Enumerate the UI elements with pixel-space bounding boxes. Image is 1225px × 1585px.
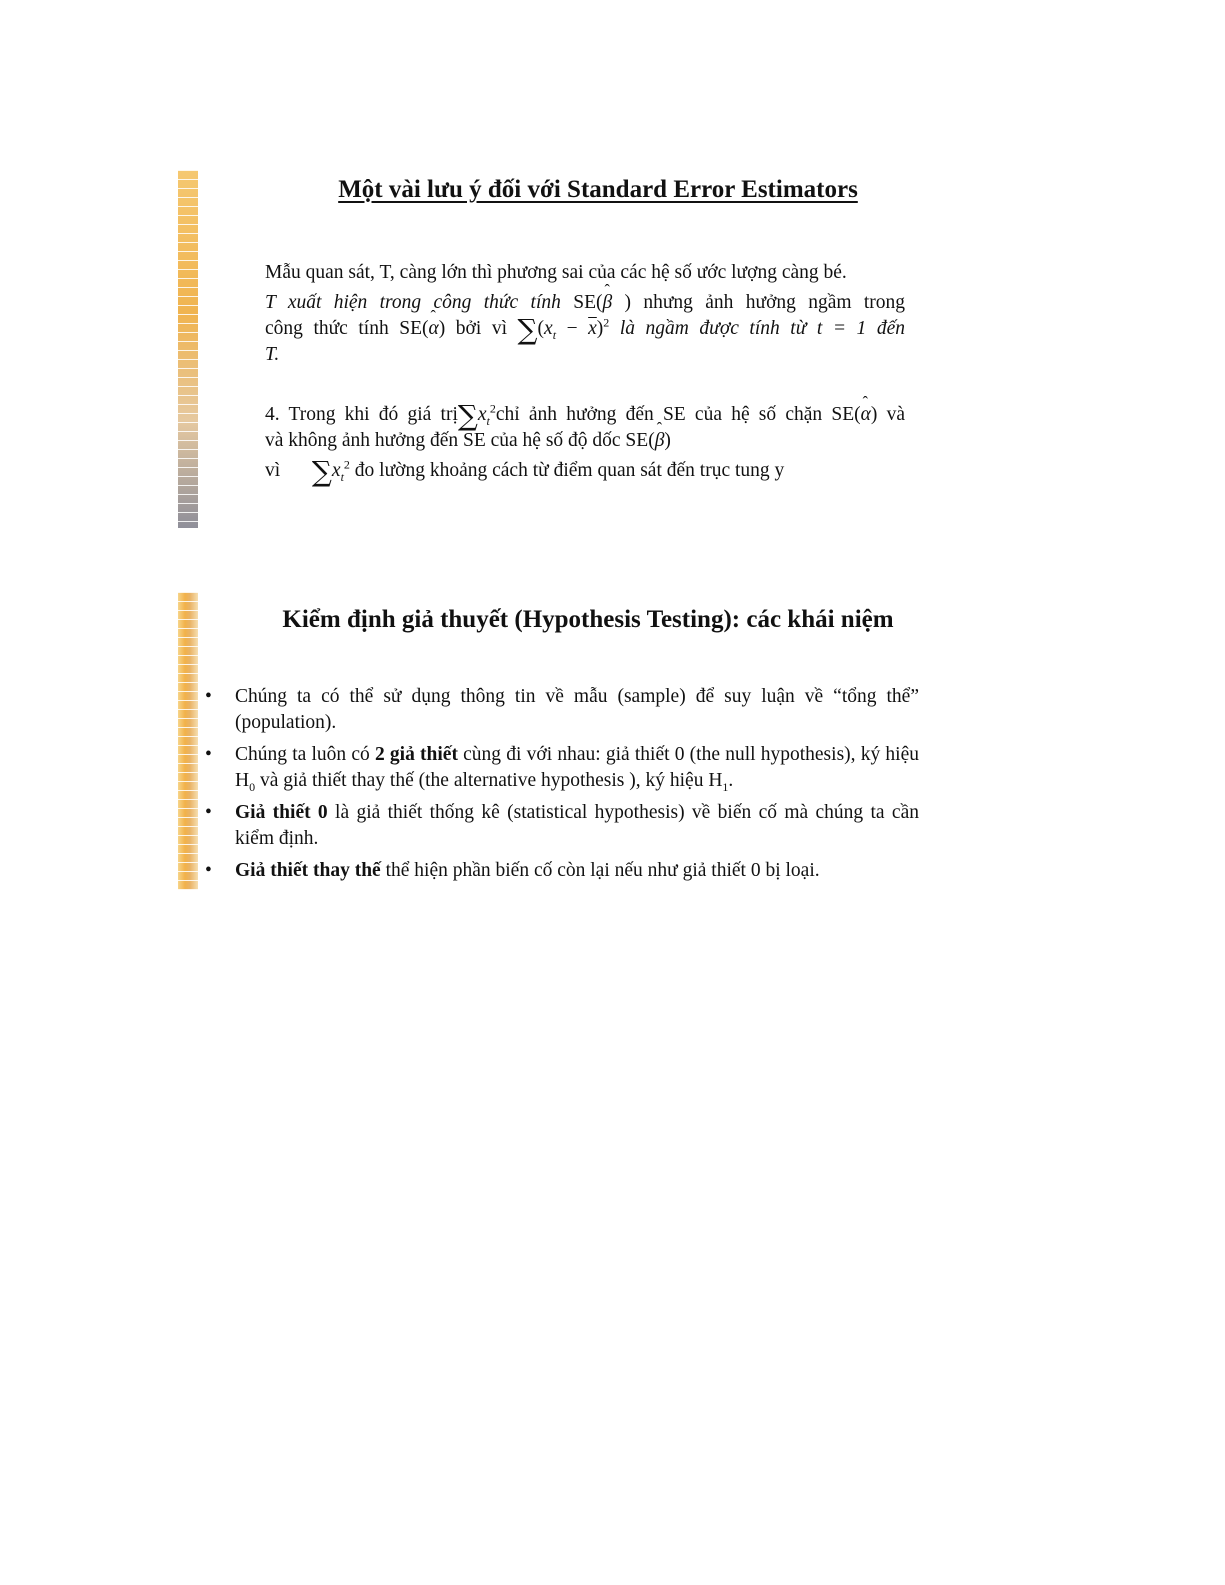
bullet-2-text: Chúng ta luôn có 2 giả thiết cùng đi với nhau: giả thiết 0 (the null hypothesis), ký hiệu $H_0$ và giả thiết thay thế (the alternative hypothesis ), ký hiệu $H_1$. bbox=[235, 744, 919, 794]
slide-1-paragraph-1 bbox=[265, 260, 905, 368]
sum-formula-2: $\sum x_t^2$ bbox=[457, 399, 496, 432]
slide-2-bullet-list bbox=[203, 684, 919, 890]
p2-line-1-text: 4. Trong khi đó giá trị bbox=[265, 404, 458, 425]
p2-line-3-text: vì bbox=[265, 460, 281, 481]
p2-line-2-tail: ) bbox=[664, 430, 671, 451]
p1-line-3: công thức tính SE(ˆ α) bởi vì $\sum(x_t - \overline{x})^2$ là ngầm được tính từ t = 1 đến bbox=[265, 316, 905, 342]
bullet-1 bbox=[203, 684, 919, 736]
bullet-3 bbox=[203, 800, 919, 852]
slide-1-decorative-bar bbox=[178, 170, 198, 528]
slide-2-title: Kiểm định giả thuyết (Hypothesis Testing): các khái niệm bbox=[282, 606, 894, 633]
p1-line-4: T. bbox=[265, 344, 280, 365]
bullet-4 bbox=[203, 858, 919, 884]
p1-line-3-tail: là ngầm được tính từ t = 1 đến bbox=[619, 318, 905, 339]
sum-formula-3: $\sum x_t^2$ bbox=[311, 455, 350, 488]
p2-line-2: và không ảnh hưởng đến SE của hệ số độ dốc SE(ˆ β) bbox=[265, 428, 905, 454]
slide-1-title: Một vài lưu ý đối với Standard Error Estimators bbox=[338, 176, 858, 203]
p2-line-1-tail: ) và bbox=[870, 404, 905, 425]
slide-1 bbox=[178, 170, 938, 528]
p2-line-1: 4. Trong khi đó giá $trị\sum x_t^2chỉ$ ảnh hưởng đến SE của hệ số chặn SE(ˆ α) và bbox=[265, 402, 905, 428]
p1-line-2-text: T xuất hiện trong công thức tính bbox=[265, 292, 561, 313]
p1-line-1: Mẫu quan sát, T, càng lớn thì phương sai của các hệ số ước lượng càng bé. bbox=[265, 262, 847, 283]
p2-line-2-text: và không ảnh hưởng đến SE của hệ số độ dốc SE( bbox=[265, 430, 655, 451]
p2-line-3 bbox=[265, 455, 905, 488]
p1-line-2-tail: ) nhưng ảnh hưởng ngầm trong bbox=[624, 292, 906, 313]
p2-line-1-mid: chỉ ảnh hưởng đến SE của hệ số chặn SE( bbox=[495, 404, 861, 425]
slide-1-paragraph-2 bbox=[265, 399, 905, 488]
bullet-3-text: Giả thiết 0 là giả thiết thống kê (statistical hypothesis) về biến cố mà chúng ta cần kiểm định. bbox=[235, 802, 919, 849]
slide-2-decorative-bar bbox=[178, 592, 198, 890]
bullet-dot: • bbox=[205, 802, 212, 823]
bullet-4-text: Giả thiết thay thế thể hiện phần biến cố còn lại nếu như giả thiết 0 bị loại. bbox=[235, 860, 820, 881]
bullet-dot: • bbox=[205, 744, 212, 765]
p1-line-3-text: công thức tính SE( bbox=[265, 318, 429, 339]
sum-formula-1: $\sum(x_t - \overline{x})^2$ bbox=[517, 313, 610, 346]
p2-line-3-tail: đo lường khoảng cách từ điểm quan sát đến trục tung y bbox=[354, 460, 785, 481]
bullet-1-text: Chúng ta có thể sử dụng thông tin về mẫu (sample) để suy luận về “tổng thể” (population). bbox=[235, 686, 919, 733]
p1-line-2 bbox=[265, 290, 905, 316]
bullet-dot: • bbox=[205, 686, 212, 707]
bullet-2 bbox=[203, 742, 919, 794]
p1-se-beta: SE(ˆ β bbox=[573, 292, 612, 313]
p1-line-3-mid: ) bởi vì bbox=[438, 318, 507, 339]
slide-2 bbox=[178, 592, 938, 890]
bullet-dot: • bbox=[205, 860, 212, 881]
